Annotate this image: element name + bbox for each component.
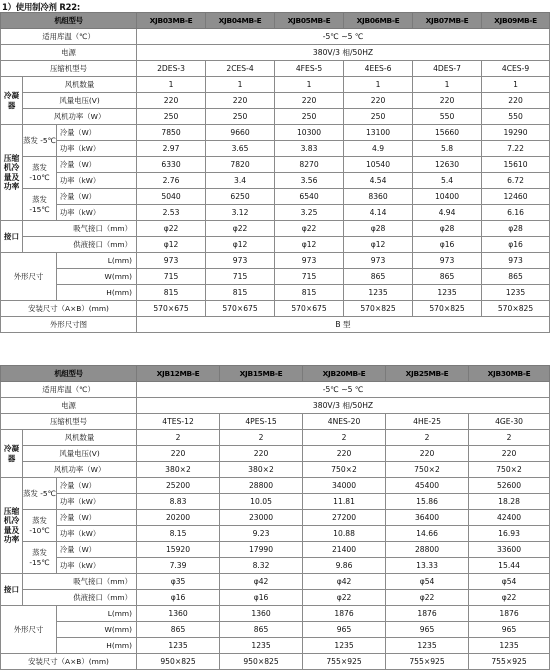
table-cell: φ22: [469, 590, 550, 606]
table-cell: 250: [206, 109, 275, 125]
table-row: [1, 189, 550, 205]
table-cell: 220: [386, 446, 469, 462]
table-row: [1, 382, 550, 398]
table-row: [1, 654, 550, 670]
width-label: W(mm): [57, 269, 137, 285]
cooling-label: 冷量（W）: [57, 542, 137, 558]
table-cell: 10540: [344, 157, 413, 173]
table-row: [1, 558, 550, 574]
table-cell: 973: [344, 253, 413, 269]
power-kw-label: 功率（kW）: [57, 494, 137, 510]
model-name: XJB30MB-E: [469, 366, 550, 382]
table-cell: 570×825: [413, 301, 482, 317]
table-cell: 865: [413, 269, 482, 285]
table-cell: 3.12: [206, 205, 275, 221]
width-label: W(mm): [57, 622, 137, 638]
table-cell: 10.05: [220, 494, 303, 510]
header-row: [1, 366, 550, 382]
table-cell: 250: [137, 109, 206, 125]
table-cell: 1: [344, 77, 413, 93]
table-cell: 815: [206, 285, 275, 301]
power-kw-label: 功率（kW）: [57, 558, 137, 574]
install-size-label: 安装尺寸（A×B）(mm): [1, 301, 137, 317]
table-cell: 950×825: [220, 654, 303, 670]
table-cell: 12460: [482, 189, 550, 205]
table-cell: 6540: [275, 189, 344, 205]
table-cell: φ22: [275, 221, 344, 237]
fan-power-label: 风机功率（W）: [23, 462, 137, 478]
table-cell: 2: [220, 430, 303, 446]
table-row: [1, 542, 550, 558]
table-cell: φ22: [206, 221, 275, 237]
table-cell: 220: [482, 93, 550, 109]
table-row: [1, 221, 550, 237]
table-cell: 12630: [413, 157, 482, 173]
spec-table-1: [0, 12, 550, 333]
table-cell: 4CES-9: [482, 61, 550, 77]
table-cell: 380×2: [137, 462, 220, 478]
table-cell: 973: [137, 253, 206, 269]
table-cell: φ16: [220, 590, 303, 606]
table-row: [1, 414, 550, 430]
table-cell: φ12: [275, 237, 344, 253]
temp-label: 适用库温（℃）: [1, 382, 137, 398]
table-row: [1, 285, 550, 301]
power-supply-value: 380V/3 相/50HZ: [137, 398, 550, 414]
table-cell: 715: [275, 269, 344, 285]
table-cell: 4DES-7: [413, 61, 482, 77]
table-cell: 5.4: [413, 173, 482, 189]
cooling-label: 冷量（W）: [57, 510, 137, 526]
table-cell: 973: [482, 253, 550, 269]
table-cell: 1235: [303, 638, 386, 654]
table-row: [1, 510, 550, 526]
evap-minus10-label: 蒸发 -10℃: [23, 510, 57, 542]
evap-minus10-label: 蒸发 -10℃: [23, 157, 57, 189]
table-cell: φ54: [469, 574, 550, 590]
table-cell: 755×925: [386, 654, 469, 670]
table-row: [1, 430, 550, 446]
model-name: XJB04MB-E: [206, 13, 275, 29]
compressor-label: 压缩机型号: [1, 61, 137, 77]
table-cell: 16.93: [469, 526, 550, 542]
table-cell: 1235: [386, 638, 469, 654]
table-row: [1, 125, 550, 141]
table-row: [1, 494, 550, 510]
table-cell: φ22: [303, 590, 386, 606]
table-cell: 755×925: [303, 654, 386, 670]
length-label: L(mm): [57, 606, 137, 622]
power-supply-label: 电源: [1, 45, 137, 61]
table-row: [1, 478, 550, 494]
table-cell: 220: [344, 93, 413, 109]
evap-minus15-label: 蒸发 -15℃: [23, 542, 57, 574]
table-cell: 1: [137, 77, 206, 93]
table-cell: 9.86: [303, 558, 386, 574]
table-row: [1, 253, 550, 269]
table-cell: 27200: [303, 510, 386, 526]
table-cell: 965: [303, 622, 386, 638]
table-cell: 2: [386, 430, 469, 446]
table-cell: 1235: [469, 638, 550, 654]
table-cell: 14.66: [386, 526, 469, 542]
compressor-label: 压缩机型号: [1, 414, 137, 430]
table-row: [1, 157, 550, 173]
table-cell: φ54: [386, 574, 469, 590]
table-cell: 2.97: [137, 141, 206, 157]
dimension-group-label: 外形尺寸: [1, 253, 57, 301]
table-cell: 7.39: [137, 558, 220, 574]
table-cell: 1: [482, 77, 550, 93]
table-cell: 973: [275, 253, 344, 269]
table-cell: 750×2: [386, 462, 469, 478]
table-cell: 2.53: [137, 205, 206, 221]
section-heading: 1）使用制冷剂 R22:: [2, 2, 81, 12]
table-cell: 4EES-6: [344, 61, 413, 77]
table-cell: 1: [275, 77, 344, 93]
table-cell: 45400: [386, 478, 469, 494]
table-cell: 6.72: [482, 173, 550, 189]
table-cell: φ12: [206, 237, 275, 253]
table-cell: 570×825: [344, 301, 413, 317]
table-cell: φ42: [220, 574, 303, 590]
table-cell: 33600: [469, 542, 550, 558]
table-cell: 570×675: [206, 301, 275, 317]
table-cell: 250: [344, 109, 413, 125]
table-cell: 2.76: [137, 173, 206, 189]
table-cell: 6.16: [482, 205, 550, 221]
table-cell: 965: [386, 622, 469, 638]
table-cell: 28800: [220, 478, 303, 494]
table-cell: 34000: [303, 478, 386, 494]
height-label: H(mm): [57, 638, 137, 654]
table-row: [1, 93, 550, 109]
table-cell: 10400: [413, 189, 482, 205]
table-cell: φ28: [413, 221, 482, 237]
table-row: [1, 301, 550, 317]
table-cell: φ42: [303, 574, 386, 590]
table-cell: 3.83: [275, 141, 344, 157]
table-cell: 1235: [482, 285, 550, 301]
temp-label: 适用库温（℃）: [1, 29, 137, 45]
header-row: [1, 13, 550, 29]
table-cell: 570×675: [275, 301, 344, 317]
table-cell: 4PES-15: [220, 414, 303, 430]
evap-minus5-label: 蒸发 -5℃: [23, 478, 57, 510]
condenser-group-label: 冷凝器: [1, 430, 23, 478]
table-cell: 52600: [469, 478, 550, 494]
fan-count-label: 风机数量: [23, 77, 137, 93]
table-cell: 4FES-5: [275, 61, 344, 77]
table-row: [1, 173, 550, 189]
table-cell: 965: [469, 622, 550, 638]
table-cell: 3.25: [275, 205, 344, 221]
table-cell: φ12: [344, 237, 413, 253]
table-cell: 570×675: [137, 301, 206, 317]
table-cell: 1: [413, 77, 482, 93]
table-cell: 220: [220, 446, 303, 462]
liquid-label: 供液接口（mm）: [23, 237, 137, 253]
table-cell: 3.56: [275, 173, 344, 189]
condenser-group-label: 冷凝器: [1, 77, 23, 125]
table-row: [1, 269, 550, 285]
table-cell: 220: [137, 446, 220, 462]
table-cell: 6250: [206, 189, 275, 205]
table-cell: φ28: [482, 221, 550, 237]
table-cell: 3.65: [206, 141, 275, 157]
table-cell: 15660: [413, 125, 482, 141]
table-cell: 15920: [137, 542, 220, 558]
suction-label: 吸气接口（mm）: [23, 574, 137, 590]
table-cell: 10.88: [303, 526, 386, 542]
table-cell: 8.32: [220, 558, 303, 574]
table-cell: 4.54: [344, 173, 413, 189]
table-cell: 13.33: [386, 558, 469, 574]
dimension-group-label: 外形尺寸: [1, 606, 57, 654]
table-row: [1, 446, 550, 462]
table-row: [1, 622, 550, 638]
table-cell: 1360: [220, 606, 303, 622]
table-cell: 755×925: [469, 654, 550, 670]
table-cell: 550: [413, 109, 482, 125]
temp-value: -5℃ ~5 ℃: [137, 29, 550, 45]
table-cell: 220: [206, 93, 275, 109]
table-cell: 9.23: [220, 526, 303, 542]
table-cell: 6330: [137, 157, 206, 173]
power-supply-value: 380V/3 相/50HZ: [137, 45, 550, 61]
table-cell: 15.44: [469, 558, 550, 574]
fan-voltage-label: 风量电压(V): [23, 93, 137, 109]
table-cell: 973: [413, 253, 482, 269]
height-label: H(mm): [57, 285, 137, 301]
table-row: [1, 398, 550, 414]
table-cell: 19290: [482, 125, 550, 141]
model-name: XJB20MB-E: [303, 366, 386, 382]
table-row: [1, 205, 550, 221]
table-row: [1, 638, 550, 654]
table-cell: 4.9: [344, 141, 413, 157]
install-size-label: 安装尺寸（A×B）(mm): [1, 654, 137, 670]
table-cell: 5040: [137, 189, 206, 205]
table-cell: 7850: [137, 125, 206, 141]
table-row: [1, 590, 550, 606]
model-header-label: 机组型号: [1, 13, 137, 29]
cooling-label: 冷量（W）: [57, 125, 137, 141]
table-cell: 42400: [469, 510, 550, 526]
table-row: [1, 237, 550, 253]
model-header-label: 机组型号: [1, 366, 137, 382]
table-cell: 220: [303, 446, 386, 462]
table-cell: φ35: [137, 574, 220, 590]
table-cell: 8.83: [137, 494, 220, 510]
temp-value: -5℃ ~5 ℃: [137, 382, 550, 398]
table-cell: 15.86: [386, 494, 469, 510]
model-name: XJB05MB-E: [275, 13, 344, 29]
model-name: XJB15MB-E: [220, 366, 303, 382]
table-cell: 36400: [386, 510, 469, 526]
table-cell: 1876: [303, 606, 386, 622]
table-cell: 380×2: [220, 462, 303, 478]
table-cell: 8270: [275, 157, 344, 173]
table-cell: 1360: [137, 606, 220, 622]
table-cell: 750×2: [303, 462, 386, 478]
table-cell: 1235: [137, 638, 220, 654]
table-cell: 2: [469, 430, 550, 446]
table-cell: 220: [137, 93, 206, 109]
table-cell: 2: [303, 430, 386, 446]
table-cell: φ28: [344, 221, 413, 237]
table-row: [1, 29, 550, 45]
table-cell: 9660: [206, 125, 275, 141]
cooling-label: 冷量（W）: [57, 189, 137, 205]
table-row: [1, 606, 550, 622]
table-cell: 8360: [344, 189, 413, 205]
compressor-group-label: 压缩机冷量及功率: [1, 478, 23, 574]
table-cell: 715: [137, 269, 206, 285]
table-cell: 815: [137, 285, 206, 301]
table-cell: 2: [137, 430, 220, 446]
model-name: XJB03MB-E: [137, 13, 206, 29]
table-cell: 1: [206, 77, 275, 93]
table-row: [1, 61, 550, 77]
table-row: [1, 317, 550, 333]
table-cell: 973: [206, 253, 275, 269]
table-cell: 220: [413, 93, 482, 109]
table-cell: φ12: [137, 237, 206, 253]
suction-label: 吸气接口（mm）: [23, 221, 137, 237]
table-cell: φ22: [137, 221, 206, 237]
power-kw-label: 功率（kW）: [57, 205, 137, 221]
table-cell: 17990: [220, 542, 303, 558]
table-row: [1, 141, 550, 157]
table-cell: 220: [469, 446, 550, 462]
table-cell: 4TES-12: [137, 414, 220, 430]
table-row: [1, 45, 550, 61]
compressor-group-label: 压缩机冷量及功率: [1, 125, 23, 221]
model-name: XJB09MB-E: [482, 13, 550, 29]
table-cell: 25200: [137, 478, 220, 494]
table-cell: 865: [220, 622, 303, 638]
table-cell: 1235: [344, 285, 413, 301]
table-cell: 950×825: [137, 654, 220, 670]
table-cell: 865: [137, 622, 220, 638]
table-cell: 5.8: [413, 141, 482, 157]
table-cell: 1876: [469, 606, 550, 622]
table-cell: φ16: [413, 237, 482, 253]
table-cell: 4GE-30: [469, 414, 550, 430]
evap-minus15-label: 蒸发 -15℃: [23, 189, 57, 221]
outline-drawing-label: 外形尺寸图: [1, 317, 137, 333]
table-cell: φ16: [482, 237, 550, 253]
table-cell: 7.22: [482, 141, 550, 157]
power-supply-label: 电源: [1, 398, 137, 414]
table-row: [1, 574, 550, 590]
table-cell: 750×2: [469, 462, 550, 478]
fan-count-label: 风机数量: [23, 430, 137, 446]
table-cell: 8.15: [137, 526, 220, 542]
model-name: XJB06MB-E: [344, 13, 413, 29]
table-cell: 220: [275, 93, 344, 109]
length-label: L(mm): [57, 253, 137, 269]
table-row: [1, 77, 550, 93]
table-cell: 250: [275, 109, 344, 125]
table-cell: 4HE-25: [386, 414, 469, 430]
power-kw-label: 功率（kW）: [57, 173, 137, 189]
table-cell: 28800: [386, 542, 469, 558]
table-cell: 570×825: [482, 301, 550, 317]
model-name: XJB12MB-E: [137, 366, 220, 382]
table-cell: 21400: [303, 542, 386, 558]
liquid-label: 供液接口（mm）: [23, 590, 137, 606]
connection-group-label: 接口: [1, 221, 23, 253]
table-cell: 815: [275, 285, 344, 301]
table-cell: 1235: [220, 638, 303, 654]
connection-group-label: 接口: [1, 574, 23, 606]
table-cell: 10300: [275, 125, 344, 141]
table-cell: 865: [482, 269, 550, 285]
fan-power-label: 风机功率（W）: [23, 109, 137, 125]
power-kw-label: 功率（kW）: [57, 141, 137, 157]
cooling-label: 冷量（W）: [57, 478, 137, 494]
table-cell: 18.28: [469, 494, 550, 510]
table-cell: 1235: [413, 285, 482, 301]
model-name: XJB07MB-E: [413, 13, 482, 29]
table-cell: 11.81: [303, 494, 386, 510]
table-cell: 20200: [137, 510, 220, 526]
table-cell: 1876: [386, 606, 469, 622]
table-cell: 3.4: [206, 173, 275, 189]
outline-drawing-value: B 型: [137, 317, 550, 333]
fan-voltage-label: 风量电压(V): [23, 446, 137, 462]
table-cell: 4.14: [344, 205, 413, 221]
table-cell: 4.94: [413, 205, 482, 221]
table-cell: 13100: [344, 125, 413, 141]
table-cell: 2CES-4: [206, 61, 275, 77]
table-cell: 4NES-20: [303, 414, 386, 430]
power-kw-label: 功率（kW）: [57, 526, 137, 542]
table-cell: 2DES-3: [137, 61, 206, 77]
cooling-label: 冷量（W）: [57, 157, 137, 173]
table-cell: φ16: [137, 590, 220, 606]
table-cell: 550: [482, 109, 550, 125]
model-name: XJB25MB-E: [386, 366, 469, 382]
table-cell: 865: [344, 269, 413, 285]
spec-table-2: [0, 365, 550, 670]
table-row: [1, 462, 550, 478]
table-cell: 7820: [206, 157, 275, 173]
table-cell: 15610: [482, 157, 550, 173]
evap-minus5-label: 蒸发 -5℃: [23, 125, 57, 157]
table-cell: 23000: [220, 510, 303, 526]
table-cell: 715: [206, 269, 275, 285]
table-row: [1, 526, 550, 542]
table-row: [1, 109, 550, 125]
table-cell: φ22: [386, 590, 469, 606]
